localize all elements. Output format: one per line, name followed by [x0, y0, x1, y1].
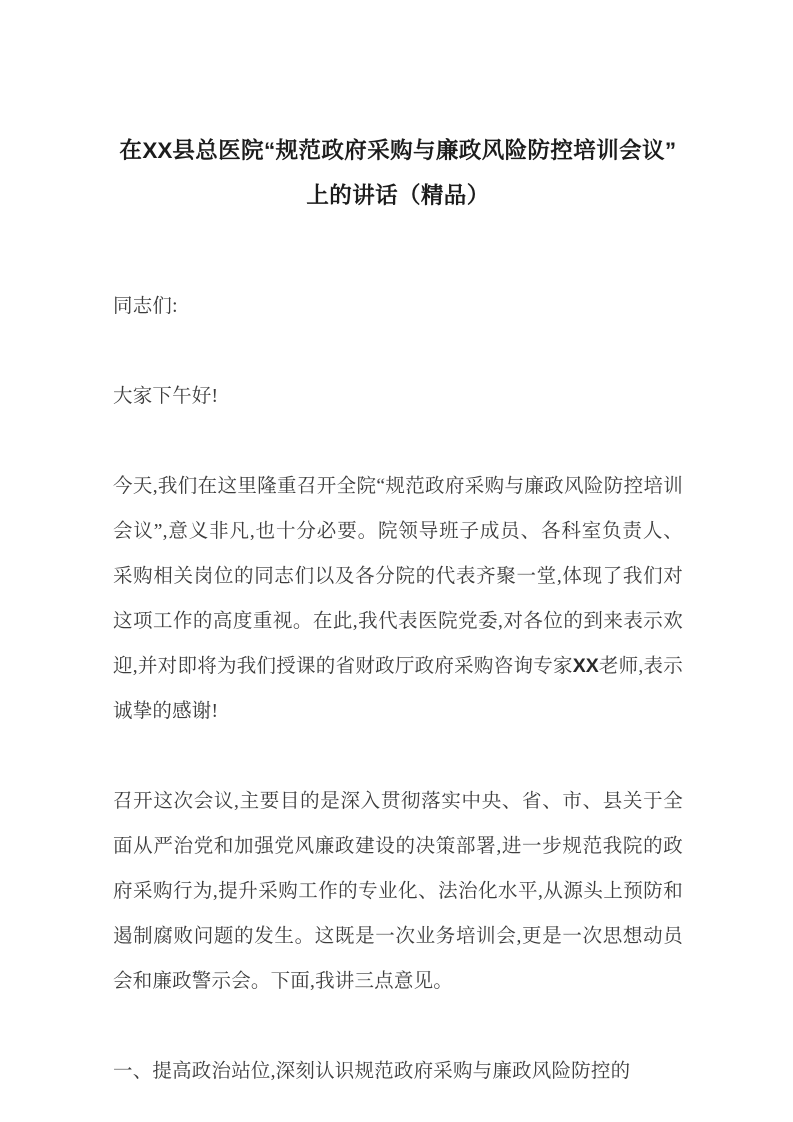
opening-remarks-text-b: 老师,表示诚挚的感谢!: [113, 656, 683, 722]
document-title-redacted-name: XX: [142, 138, 173, 163]
expert-redacted-name: XX: [572, 655, 599, 677]
document-title-suffix: 县总医院“规范政府采购与廉政风险防控培训: [172, 138, 620, 163]
salutation-paragraph: 同志们:: [113, 296, 178, 317]
greeting-paragraph: 大家下午好!: [113, 386, 219, 407]
document-body: [113, 284, 683, 1094]
document-content-column: [113, 0, 683, 1094]
document-title-line-two: 会议”上的讲话（精品）: [306, 138, 677, 208]
section-heading-one: 一、提高政治站位,深刻认识规范政府采购与廉政风险防控的: [113, 1061, 631, 1082]
meeting-purpose-paragraph: 召开这次会议,主要目的是深入贯彻落实中央、省、市、县关于全面从严治党和加强党风廉政建设的决策部署,进一步规范我院的政府采购行为,提升采购工作的专业化、法治化水平,从源头上预防和遏制腐败问题的发生。这既是一次业务培训会,更是一次思想动员会和廉政警示会。下面,我讲三点意见。: [113, 791, 683, 992]
document-title-prefix: 在: [119, 138, 143, 163]
document-title: [113, 0, 683, 218]
opening-remarks-paragraph: [113, 464, 683, 734]
opening-remarks-text-a: 今天,我们在这里隆重召开全院“规范政府采购与廉政风险防控培训会议”,意义非凡,也十分必要。院领导班子成员、各科室负责人、采购相关岗位的同志们以及各分院的代表齐聚一堂,体现了我们对这项工作的高度重视。在此,我代表医院党委,对各位的到来表示欢迎,并对即将为我们授课的省财政厅政府采购咨询专家: [113, 476, 683, 677]
